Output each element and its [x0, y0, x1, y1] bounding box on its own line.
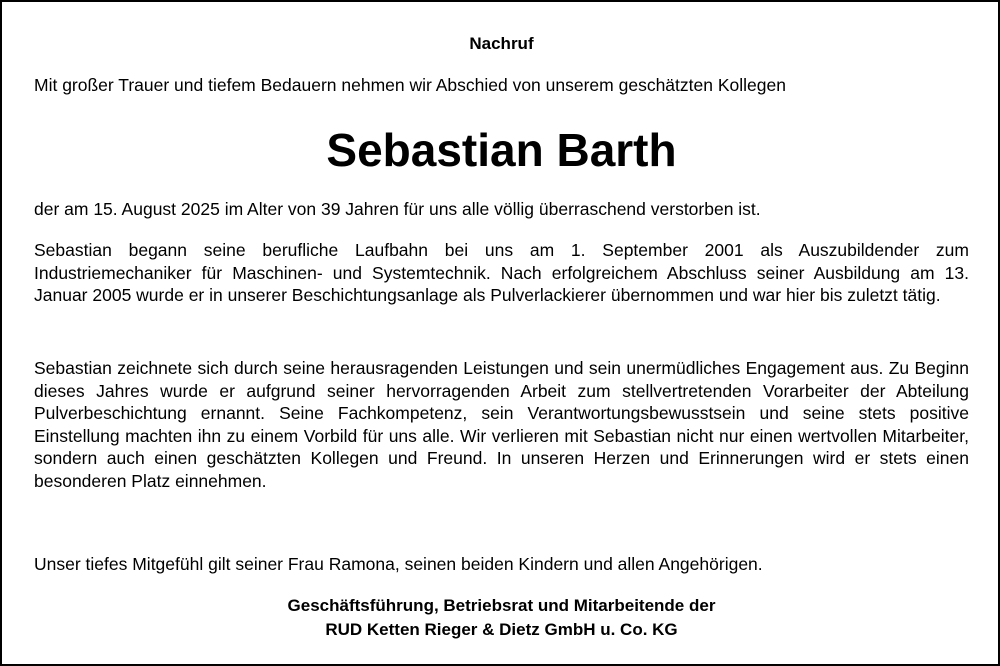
notice-heading: Nachruf [469, 34, 534, 53]
notice-intro: Mit großer Trauer und tiefem Bedauern nehmen wir Abschied von unserem geschätzten Kollegen [34, 75, 786, 95]
signature-line-1: Geschäftsführung, Betriebsrat und Mitarbeitende der [287, 596, 716, 615]
signature-block [34, 594, 969, 642]
paragraph-career: Sebastian begann seine berufliche Laufbahn bei uns am 1. September 2001 als Auszubildender zum Industriemechaniker für Maschinen- und Systemtechnik. Nach erfolgreichem Abschluss seiner Ausbildung am 13. Januar 2005 wurde er in unserer Beschichtungsanlage als Pulverlackierer übernommen und war hier bis zuletzt tätig. [34, 240, 969, 305]
signature-line-2: RUD Ketten Rieger & Dietz GmbH u. Co. KG [325, 620, 678, 639]
paragraph-merit: Sebastian zeichnete sich durch seine herausragenden Leistungen und sein unermüdliches Engagement aus. Zu Beginn dieses Jahres wurde er aufgrund seiner hervorragenden Arbeit zum stellvertretenden Vorarbeiter der Abteilung Pulverbeschichtung ernannt. Seine Fachkompetenz, sein Verantwortungsbewusstsein und seine stets positive Einstellung machten ihn zu einem Vorbild für uns alle. Wir verlieren mit Sebastian nicht nur einen wertvollen Mitarbeiter, sondern auch einen geschätzten Kollegen und Freund. In unseren Herzen und Erinnerungen wird er stets einen besonderen Platz einnehmen. [34, 358, 969, 491]
paragraph-sympathy: Unser tiefes Mitgefühl gilt seiner Frau Ramona, seinen beiden Kindern und allen Angehörigen. [34, 554, 763, 574]
deceased-name: Sebastian Barth [326, 124, 677, 176]
paragraph-death: der am 15. August 2025 im Alter von 39 Jahren für uns alle völlig überraschend verstorben ist. [34, 199, 761, 219]
